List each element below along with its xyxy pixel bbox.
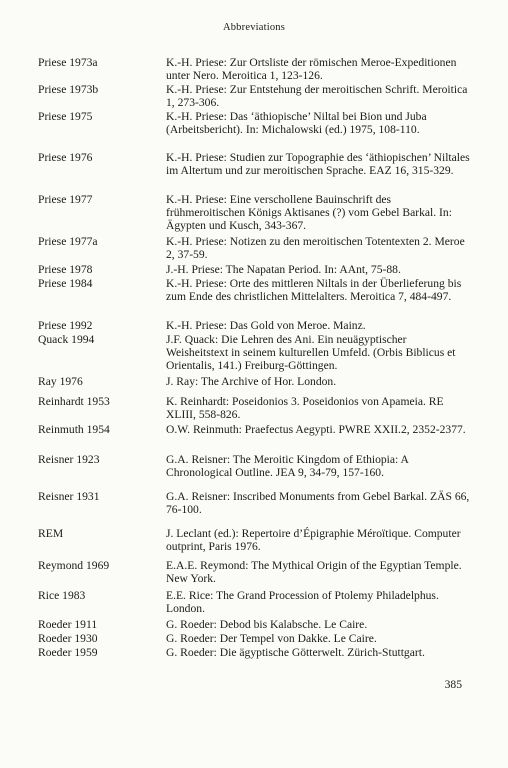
- entry-reference: G. Roeder: Die ägyptische Götterwelt. Zürich-Stuttgart.: [166, 646, 425, 659]
- entry-abbreviation: Reymond 1969: [38, 559, 110, 572]
- entry-abbreviation: Reisner 1923: [38, 453, 100, 466]
- entry-abbreviation: Rice 1983: [38, 589, 86, 602]
- entry-reference: K. Reinhardt: Poseidonios 3. Poseidonios von Apameia. RE XLIII, 558-826.: [166, 395, 444, 422]
- entry-abbreviation: Priese 1977: [38, 193, 93, 206]
- entry-reference: K.-H. Priese: Notizen zu den meroitischen Totentexten 2. Meroe 2, 37-59.: [166, 235, 465, 262]
- entry-reference: J. Leclant (ed.): Repertoire d’Épigraphie Méroïtique. Computer outprint, Paris 1976.: [166, 527, 461, 554]
- entry-abbreviation: Priese 1992: [38, 319, 93, 332]
- entry-abbreviation: Quack 1994: [38, 333, 95, 346]
- entry-reference: G. Roeder: Debod bis Kalabsche. Le Caire.: [166, 618, 368, 631]
- entry-abbreviation: Roeder 1911: [38, 618, 98, 631]
- entry-reference: K.-H. Priese: Studien zur Topographie des ‘äthiopischen’ Niltales im Altertum und zur meroitischen Sprache. EAZ 16, 315-329.: [166, 151, 470, 178]
- entry-abbreviation: Priese 1978: [38, 263, 93, 276]
- entry-abbreviation: Roeder 1930: [38, 632, 98, 645]
- entry-abbreviation: Priese 1973a: [38, 56, 98, 69]
- entry-reference: E.A.E. Reymond: The Mythical Origin of the Egyptian Temple. New York.: [166, 559, 462, 586]
- entry-abbreviation: Priese 1975: [38, 110, 93, 123]
- entry-reference: J.-H. Priese: The Napatan Period. In: AAnt, 75-88.: [166, 263, 401, 276]
- entry-reference: K.-H. Priese: Zur Ortsliste der römischen Meroe-Expeditionen unter Nero. Meroitica 1, 123-126.: [166, 56, 457, 83]
- entry-reference: K.-H. Priese: Das ‘äthiopische’ Niltal bei Bion und Juba (Arbeitsbericht). In: Michalowski (ed.) 1975, 108-110.: [166, 110, 427, 137]
- entry-abbreviation: Reinhardt 1953: [38, 395, 110, 408]
- entry-reference: J.F. Quack: Die Lehren des Ani. Ein neuägyptischer Weisheitstext in seinem kulturellen Umfeld. (Orbis Biblicus et Orientalis, 141.) Freiburg-Göttingen.: [166, 333, 456, 373]
- entry-abbreviation: Priese 1977a: [38, 235, 98, 248]
- entry-reference: K.-H. Priese: Das Gold von Meroe. Mainz.: [166, 319, 366, 332]
- entry-reference: K.-H. Priese: Eine verschollene Bauinschrift des frühmeroitischen Königs Aktisanes (?) vom Gebel Barkal. In: Ägypten und Kusch, 343-367.: [166, 193, 452, 233]
- entry-abbreviation: Ray 1976: [38, 375, 83, 388]
- entry-reference: J. Ray: The Archive of Hor. London.: [166, 375, 337, 388]
- entry-abbreviation: Priese 1973b: [38, 83, 99, 96]
- entry-reference: E.E. Rice: The Grand Procession of Ptolemy Philadelphus. London.: [166, 589, 439, 616]
- entry-abbreviation: Priese 1984: [38, 277, 93, 290]
- entry-abbreviation: Roeder 1959: [38, 646, 98, 659]
- entry-reference: G.A. Reisner: The Meroitic Kingdom of Ethiopia: A Chronological Outline. JEA 9, 34-79, 157-160.: [166, 453, 409, 480]
- entry-abbreviation: Reisner 1931: [38, 490, 100, 503]
- entry-reference: K.-H. Priese: Orte des mittleren Niltals in der Überlieferung bis zum Ende des christlichen Mittelalters. Meroitica 7, 484-497.: [166, 277, 462, 304]
- entry-reference: G. Roeder: Der Tempel von Dakke. Le Caire.: [166, 632, 377, 645]
- entry-reference: K.-H. Priese: Zur Entstehung der meroitischen Schrift. Meroitica 1, 273-306.: [166, 83, 468, 110]
- entry-abbreviation: Priese 1976: [38, 151, 93, 164]
- entry-abbreviation: Reinmuth 1954: [38, 423, 110, 436]
- entry-reference: G.A. Reisner: Inscribed Monuments from Gebel Barkal. ZÄS 66, 76-100.: [166, 490, 470, 517]
- entry-reference: O.W. Reinmuth: Praefectus Aegypti. PWRE XXII.2, 2352-2377.: [166, 423, 466, 436]
- page-number: 385: [444, 678, 462, 691]
- entry-abbreviation: REM: [38, 527, 64, 540]
- running-head: Abbreviations: [222, 22, 286, 33]
